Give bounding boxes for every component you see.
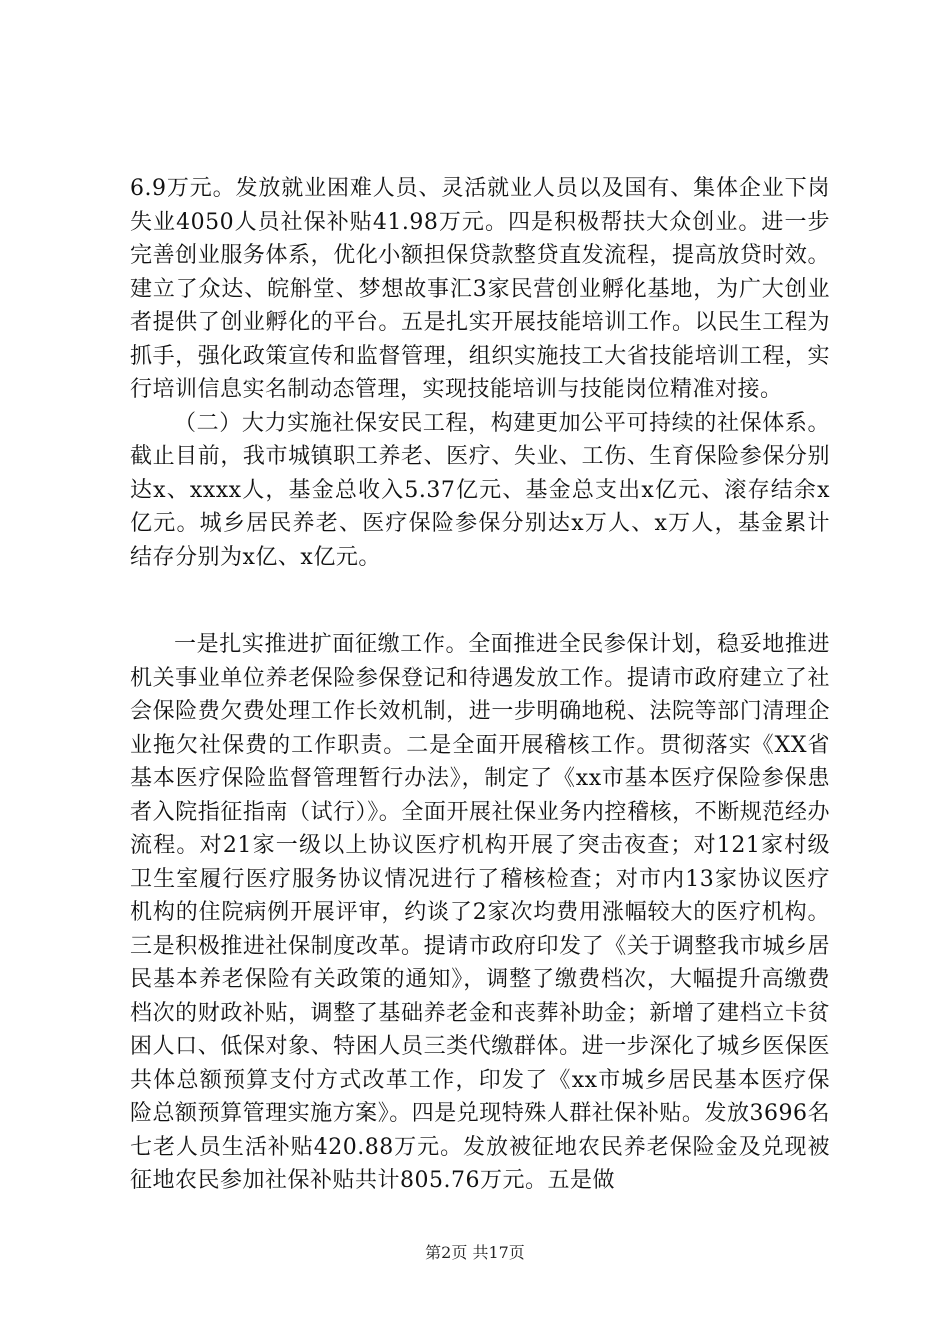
- paragraph-social-security-details: 一是扎实推进扩面征缴工作。全面推进全民参保计划，稳妥地推进机关事业单位养老保险参保登记和待遇发放工作。提请市政府建立了社会保险费欠费处理工作长效机制，进一步明确地税、法院等部门清理企业拖欠社保费的工作职责。二是全面开展稽核工作。贯彻落实《XX省基本医疗保险监督管理暂行办法》，制定了《xx市基本医疗保险参保患者入院指征指南（试行）》。全面开展社保业务内控稽核，不断规范经办流程。对21家一级以上协议医疗机构开展了突击夜查；对121家村级卫生室履行医疗服务协议情况进行了稽核检查；对市内13家协议医疗机构的住院病例开展评审，约谈了2家次均费用涨幅较大的医疗机构。三是积极推进社保制度改革。提请市政府印发了《关于调整我市城乡居民基本养老保险有关政策的通知》，调整了缴费档次，大幅提升高缴费档次的财政补贴，调整了基础养老金和丧葬补助金；新增了建档立卡贫困人口、低保对象、特困人员三类代缴群体。进一步深化了城乡医保医共体总额预算支付方式改革工作，印发了《xx市城乡居民基本医疗保险总额预算管理实施方案》。四是兑现特殊人群社保补贴。发放3696名七老人员生活补贴420.88万元。发放被征地农民养老保险金及兑现被征地农民参加社保补贴共计805.76万元。五是做: [130, 632, 830, 1193]
- paragraph-gap: [130, 574, 830, 628]
- paragraph-employment: 6.9万元。发放就业困难人员、灵活就业人员以及国有、集体企业下岗失业4050人员社保补贴41.98万元。四是积极帮扶大众创业。进一步完善创业服务体系，优化小额担保贷款整贷直发流程，提高放贷时效。建立了众达、皖斛堂、梦想故事汇3家民营创业孵化基地，为广大创业者提供了创业孵化的平台。五是扎实开展技能培训工作。以民生工程为抓手，强化政策宣传和监督管理，组织实施技工大省技能培训工程，实行培训信息实名制动态管理，实现技能培训与技能岗位精准对接。: [130, 176, 830, 402]
- page-number-footer: 第2页 共17页: [425, 1243, 525, 1262]
- document-body: [130, 172, 830, 1198]
- paragraph-social-security-heading: （二）大力实施社保安民工程，构建更加公平可持续的社保体系。截止目前，我市城镇职工养老、医疗、失业、工伤、生育保险参保分别达x、xxxx人，基金总收入5.37亿元、基金总支出x亿元、滚存结余x亿元。城乡居民养老、医疗保险参保分别达x万人、x万人，基金累计结存分别为x亿、x亿元。: [130, 410, 830, 570]
